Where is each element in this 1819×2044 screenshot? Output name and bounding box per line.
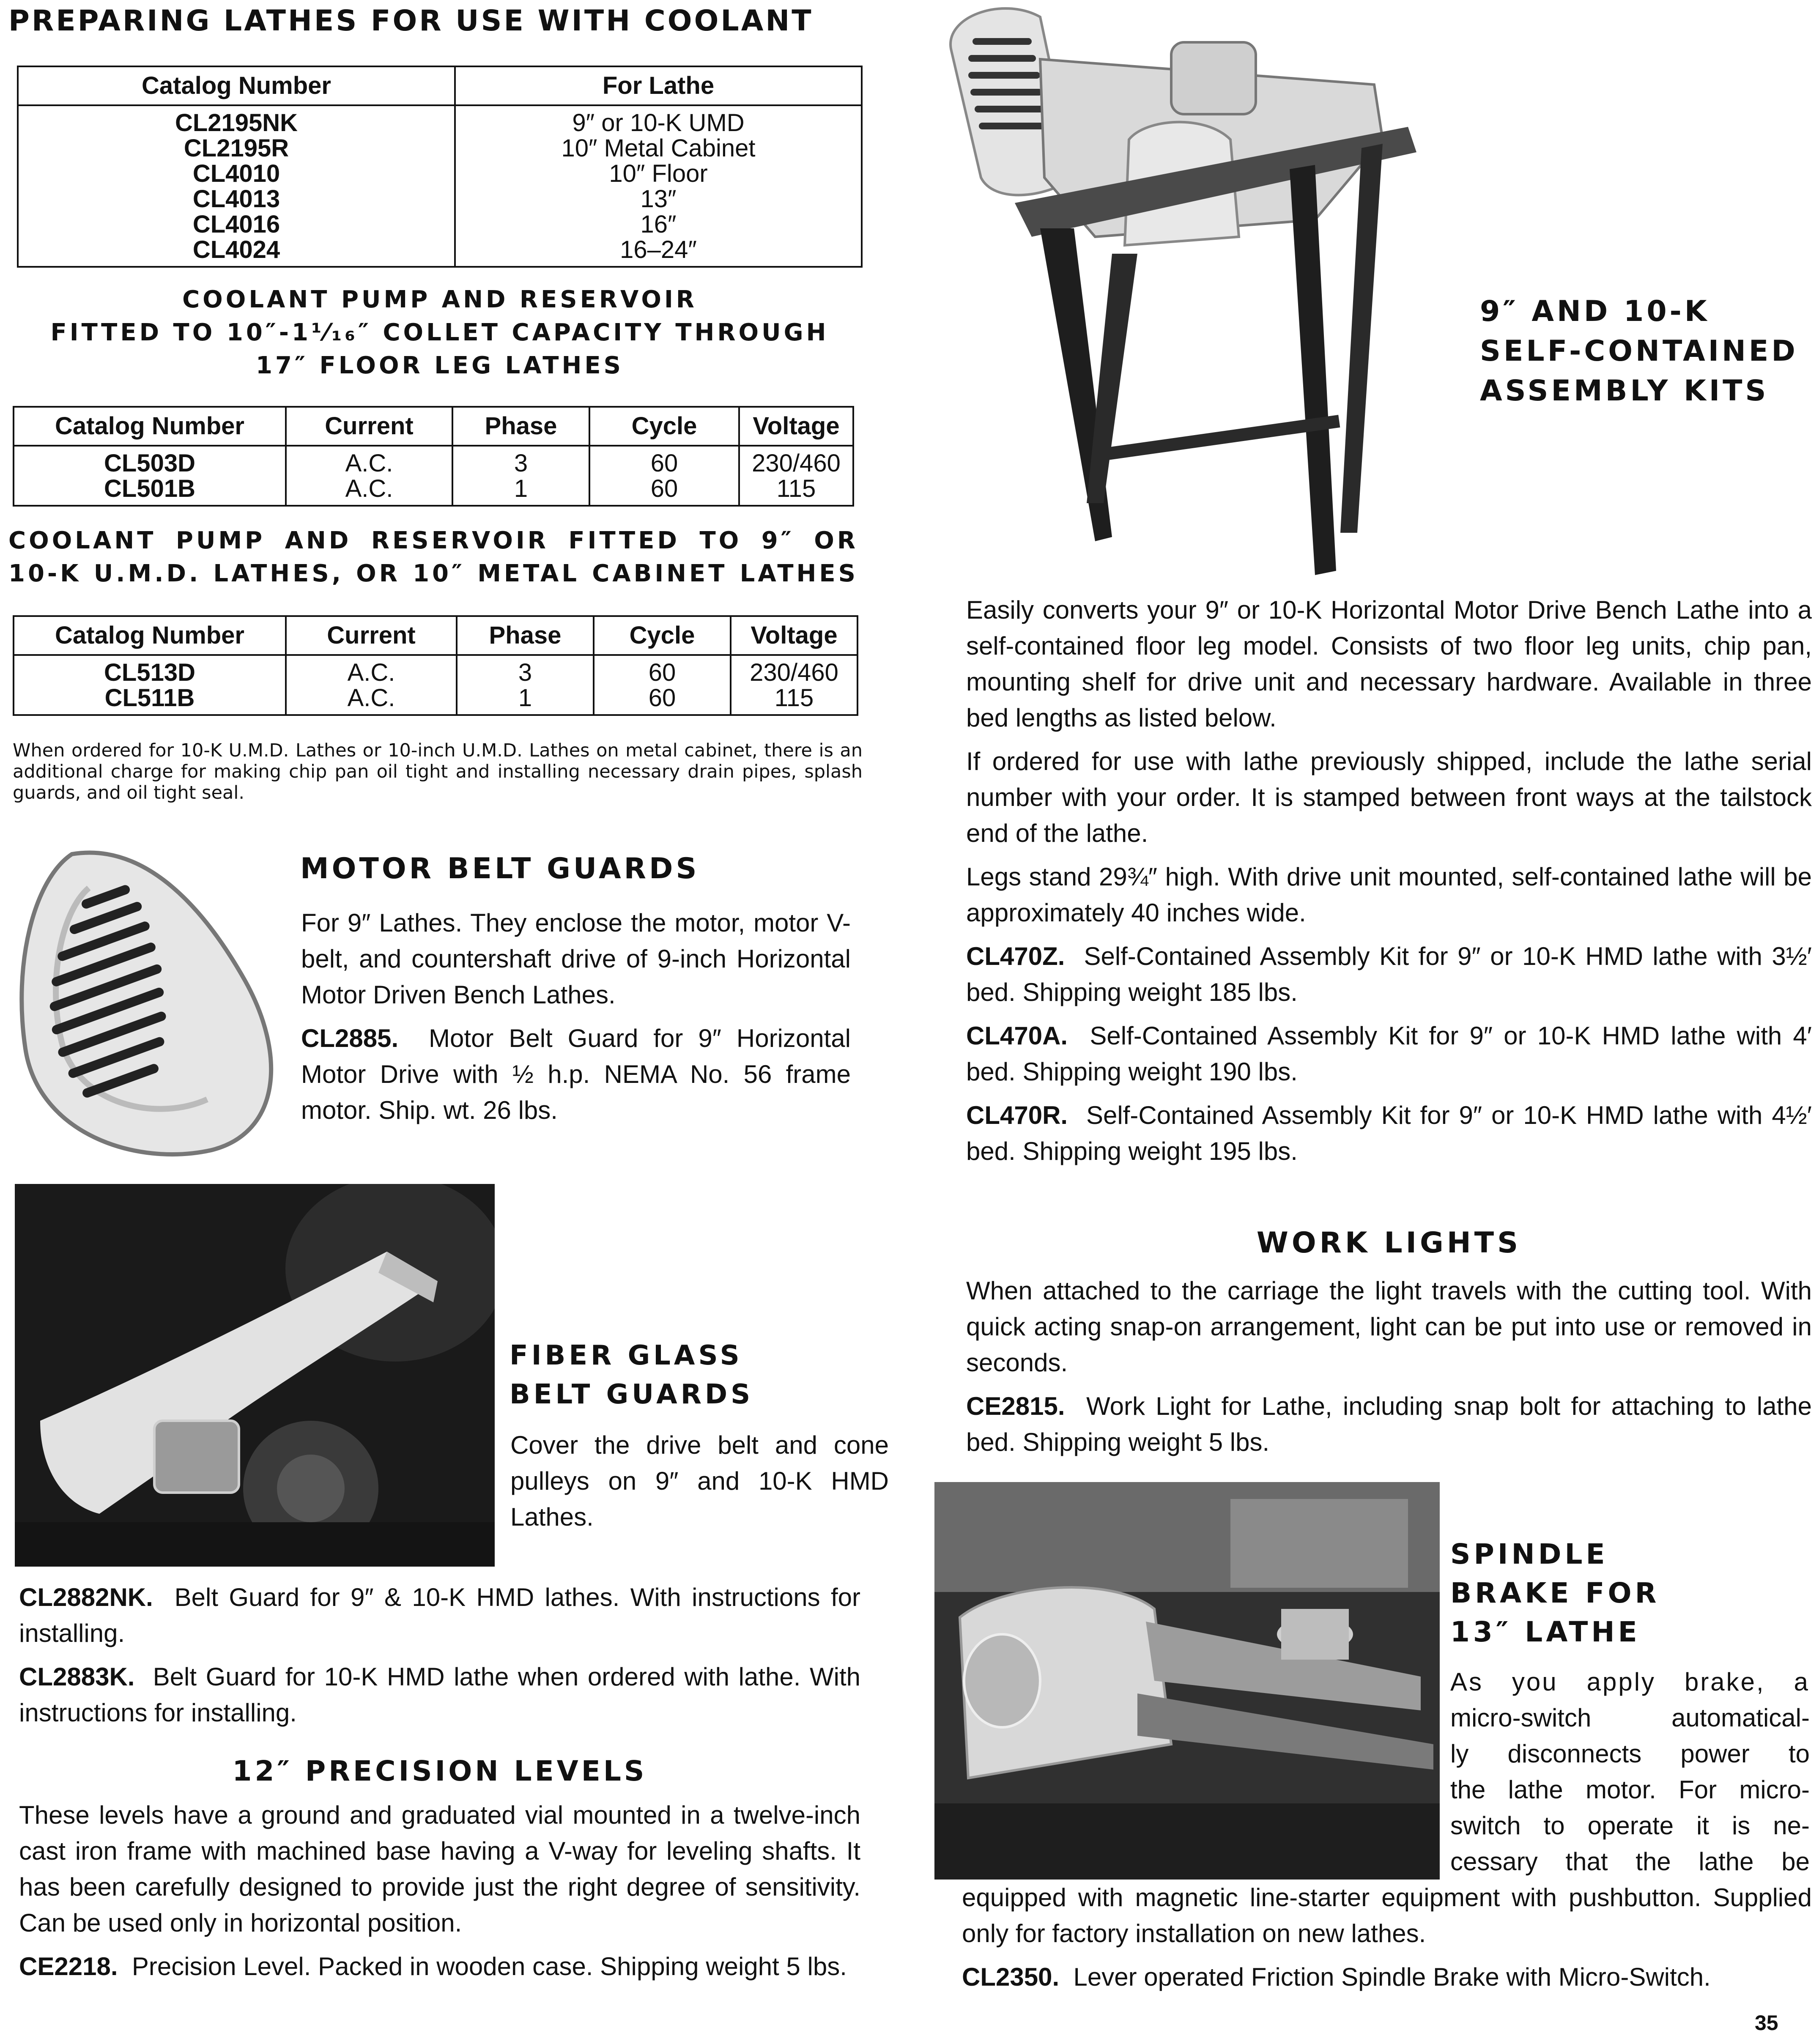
table-cell: A.C. A.C. xyxy=(286,446,452,506)
motor-guards-text: For 9″ Lathes. They enclose the motor, motor V-belt, and countershaft drive of 9-inch Horizontal Motor Driven Bench Lathes. CL2885. Motor Belt Guard for 9″ Horizontal Motor Drive with ½ h.p. NEMA No. 56 frame motor. Ship. wt. 26 lbs. xyxy=(301,909,851,1124)
motor-belt-guard-image xyxy=(8,829,288,1171)
spindle-brake-text: equipped with magnetic line-starter equipment with pushbutton. Supplied only for factory installation on new lathes. CL2350. Lever operated Friction Spindle Brake with Micro-Switch. xyxy=(962,1883,1812,1991)
fiber-glass-desc: Cover the drive belt and cone pulleys on 9″ and 10-K HMD Lathes. xyxy=(510,1431,889,1531)
catalog-number: CL2883K. xyxy=(19,1663,135,1691)
table-header: Phase xyxy=(452,407,589,446)
table-header: Current xyxy=(286,407,452,446)
table-header: Voltage xyxy=(739,407,853,446)
coolant-heading-2: COOLANT PUMP AND RESERVOIR FITTED TO 10″-1¹⁄₁₆″ COLLET CAPACITY THROUGH 17″ FLOOR LEG LATHES xyxy=(50,286,829,379)
table-cell: CL503D CL501B xyxy=(14,446,286,506)
table-cell: 230/460 115 xyxy=(731,655,857,715)
spindle-brake-title: SPINDLE BRAKE FOR 13″ LATHE xyxy=(1450,1538,1660,1648)
table-header: Cycle xyxy=(594,616,731,655)
table-header: Catalog Number xyxy=(14,407,286,446)
coolant-title: PREPARING LATHES FOR USE WITH COOLANT xyxy=(8,4,814,38)
catalog-number: CL470R. xyxy=(966,1101,1068,1129)
work-lights-text: When attached to the carriage the light travels with the cutting tool. With quick acting snap-on arrangement, light can be put into use or removed in seconds. CE2815. Work Light for Lathe, including snap bolt for attaching to lathe bed. Shipping weight 5 lbs. xyxy=(966,1277,1812,1456)
table-header: For Lathe xyxy=(455,66,862,105)
table-header: Voltage xyxy=(731,616,857,655)
catalog-cell: CL2195NK CL2195R CL4010 CL4013 CL4016 CL4024 xyxy=(18,105,455,267)
catalog-number: CL470Z. xyxy=(966,942,1065,970)
kits-title: 9″ AND 10-K SELF-CONTAINED ASSEMBLY KITS xyxy=(1480,295,1798,408)
table-cell: 230/460 115 xyxy=(739,446,853,506)
coolant-pump-table-1 xyxy=(13,406,854,507)
catalog-number: CL2350. xyxy=(962,1963,1060,1991)
table-cell: CL513D CL511B xyxy=(14,655,286,715)
catalog-number: CL2885. xyxy=(301,1024,399,1052)
catalog-number: CL2882NK. xyxy=(19,1583,153,1611)
table-header: Current xyxy=(286,616,457,655)
work-lights-title: WORK LIGHTS xyxy=(1256,1226,1522,1260)
table-header: Catalog Number xyxy=(14,616,286,655)
coolant-heading-3: COOLANT PUMP AND RESERVOIR FITTED TO 9″ OR 10-K U.M.D. LATHES, OR 10″ METAL CABINET LATHES xyxy=(8,527,858,587)
motor-guards-title: MOTOR BELT GUARDS xyxy=(300,852,700,885)
catalog-number: CE2218. xyxy=(19,1952,118,1981)
coolant-note: When ordered for 10-K U.M.D. Lathes or 10-inch U.M.D. Lathes on metal cabinet, there is an additional charge for making chip pan oil tight and installing necessary drain pipes, splash guards, and oil tight seal. xyxy=(13,740,863,803)
table-cell: 60 60 xyxy=(594,655,731,715)
levels-text: These levels have a ground and graduated vial mounted in a twelve-inch cast iron frame with machined base having a V-way for leveling shafts. It has been carefully designed to provide just the right degree of sensitivity. Can be used only in horizontal position. CE2218. Precision Level. Packed in wooden case. Shipping weight 5 lbs. xyxy=(19,1801,860,1981)
spindle-brake-desc-narrow: As you apply brake, a micro-switch automatical- ly disconnects power to the lathe motor. For micro- switch to operate it is ne- cessary that the lathe be xyxy=(1450,1668,1810,1876)
kits-text: Easily converts your 9″ or 10-K Horizontal Motor Drive Bench Lathe into a self-contained floor leg model. Consists of two floor leg units, chip pan, mounting shelf for drive unit and necessary hardware. Available in three bed lengths as listed below. If ordered for use with lathe previously shipped, include the lathe serial number with your order. It is stamped between front ways at the tailstock end of the lathe. Legs stand 29¾″ high. With drive unit mounted, self-contained lathe will be approximately 40 inches wide. CL470Z. Self-Contained Assembly Kit for 9″ or 10-K HMD lathe with 3½′ bed. Shipping weight 185 lbs. CL470A. Self-Contained Assembly Kit for 9″ or 10-K HMD lathe with 4′ bed. Shipping weight 190 lbs. CL470R. Self-Contained Assembly Kit for 9″ or 10-K HMD lathe with 4½′ bed. Shipping weight 195 lbs. xyxy=(966,596,1812,1165)
coolant-pump-table-2 xyxy=(13,615,858,716)
table-header: Catalog Number xyxy=(18,66,455,105)
table-header: Cycle xyxy=(589,407,739,446)
catalog-number: CL470A. xyxy=(966,1022,1068,1050)
self-contained-lathe-image xyxy=(934,0,1425,584)
fiber-glass-belt-guard-image xyxy=(15,1184,495,1567)
spindle-brake-lathe-image xyxy=(934,1482,1440,1880)
table-cell: 60 60 xyxy=(589,446,739,506)
fiber-glass-items: CL2882NK. Belt Guard for 9″ & 10-K HMD lathes. With instructions for installing. CL2883K. Belt Guard for 10-K HMD lathe when ordered with lathe. With instructions for installing. xyxy=(19,1583,861,1727)
levels-title: 12″ PRECISION LEVELS xyxy=(232,1755,647,1787)
coolant-lathe-table xyxy=(17,66,863,268)
page-number: 35 xyxy=(1755,2011,1778,2035)
table-cell: 3 1 xyxy=(457,655,594,715)
lathe-cell: 9″ or 10-K UMD 10″ Metal Cabinet 10″ Floor 13″ 16″ 16–24″ xyxy=(455,105,862,267)
table-header: Phase xyxy=(457,616,594,655)
table-cell: 3 1 xyxy=(452,446,589,506)
fiber-glass-title: FIBER GLASS BELT GUARDS xyxy=(510,1340,754,1410)
table-cell: A.C. A.C. xyxy=(286,655,457,715)
catalog-number: CE2815. xyxy=(966,1392,1065,1420)
